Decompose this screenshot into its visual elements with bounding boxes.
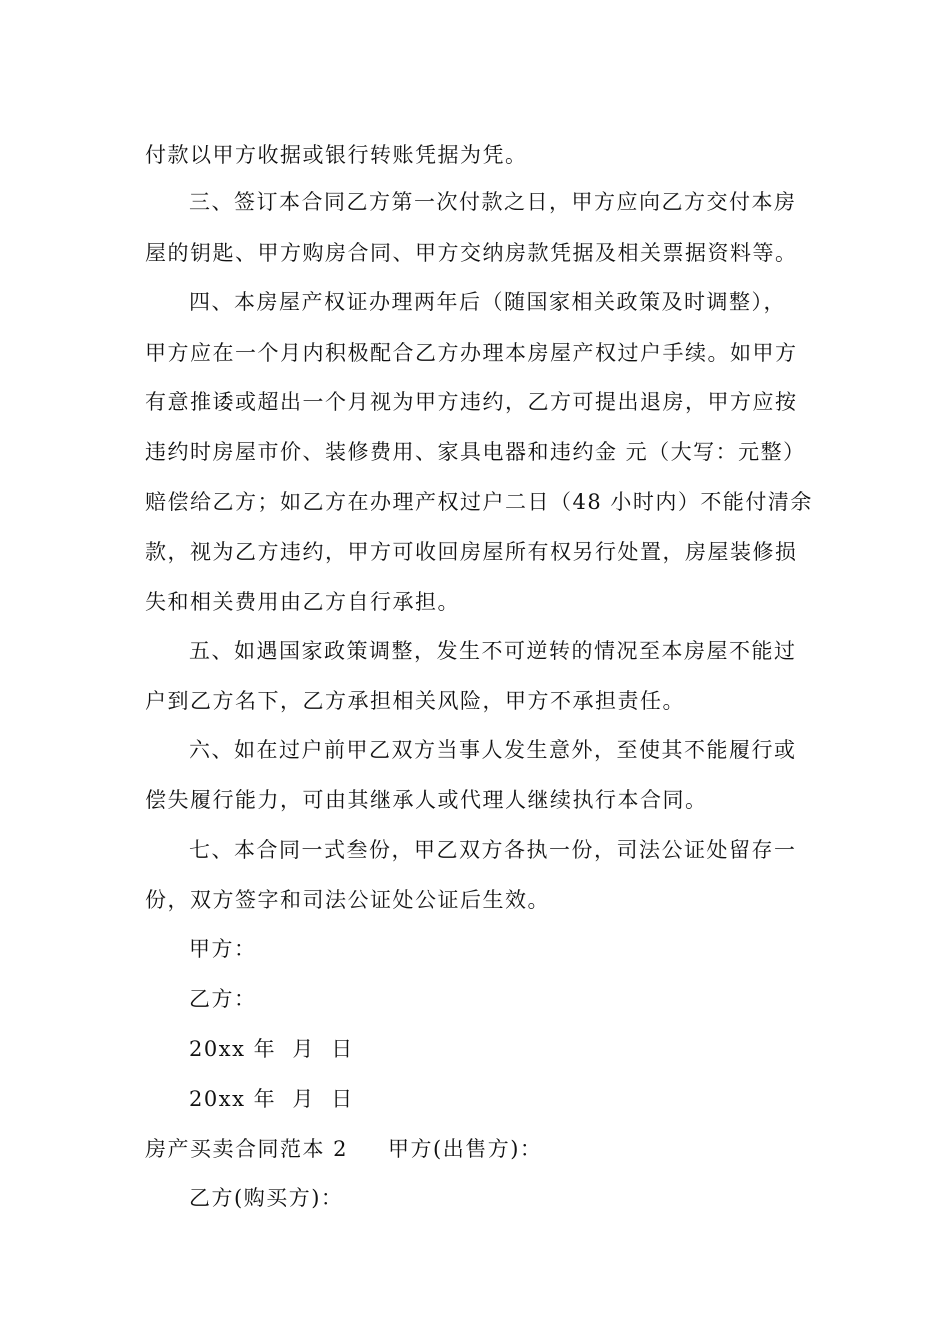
paragraph-line: 违约时房屋市价、装修费用、家具电器和违约金 元（大写：元整） — [145, 440, 806, 464]
paragraph-line: 甲方应在一个月内积极配合乙方办理本房屋产权过户手续。如甲方 — [145, 341, 798, 365]
paragraph-line: 四、本房屋产权证办理两年后（随国家相关政策及时调整）， — [189, 290, 786, 314]
paragraph-line: 款，视为乙方违约，甲方可收回房屋所有权另行处置，房屋装修损 — [145, 540, 798, 564]
party-a-signature-label: 甲方： — [189, 937, 257, 961]
paragraph-line: 有意推诿或超出一个月视为甲方违约，乙方可提出退房，甲方应按 — [145, 390, 798, 414]
paragraph-line: 赔偿给乙方；如乙方在办理产权过户二日（48 小时内）不能付清余 — [145, 490, 813, 514]
section-title: 房产买卖合同范本 2 — [145, 1137, 349, 1161]
paragraph-line: 五、如遇国家政策调整，发生不可逆转的情况至本房屋不能过 — [189, 639, 797, 663]
date-line: 20xx 年 月 日 — [189, 1037, 354, 1061]
paragraph-line: 偿失履行能力，可由其继承人或代理人继续执行本合同。 — [145, 788, 708, 812]
paragraph-line: 失和相关费用由乙方自行承担。 — [145, 590, 460, 614]
party-a-seller-label: 甲方(出售方)： — [388, 1137, 543, 1161]
paragraph-line: 付款以甲方收据或银行转账凭据为凭。 — [145, 143, 528, 167]
paragraph-line: 屋的钥匙、甲方购房合同、甲方交纳房款凭据及相关票据资料等。 — [145, 241, 798, 265]
paragraph-line: 三、签订本合同乙方第一次付款之日，甲方应向乙方交付本房 — [189, 190, 797, 214]
paragraph-line: 七、本合同一式叁份，甲乙双方各执一份，司法公证处留存一 — [189, 838, 797, 862]
section-title-line — [145, 1134, 542, 1164]
paragraph-line: 户到乙方名下，乙方承担相关风险，甲方不承担责任。 — [145, 689, 685, 713]
party-b-buyer-label: 乙方(购买方)： — [189, 1186, 344, 1210]
paragraph-line: 六、如在过户前甲乙双方当事人发生意外，至使其不能履行或 — [189, 738, 797, 762]
date-line: 20xx 年 月 日 — [189, 1087, 354, 1111]
party-b-signature-label: 乙方： — [189, 987, 257, 1011]
paragraph-line: 份，双方签字和司法公证处公证后生效。 — [145, 888, 550, 912]
